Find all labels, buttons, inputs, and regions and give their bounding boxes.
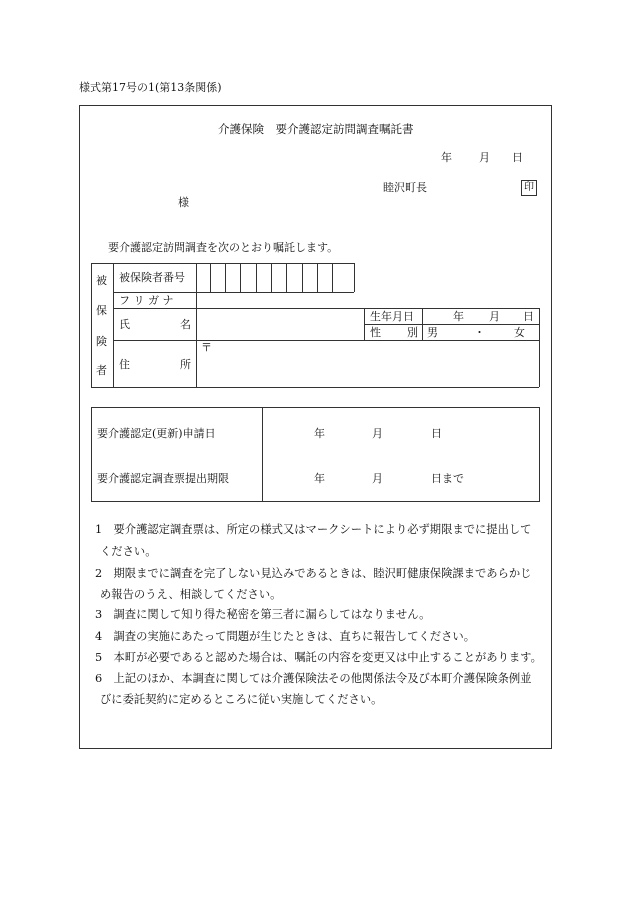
- deadline-year: 年: [314, 472, 325, 485]
- application-day: 日: [431, 427, 442, 440]
- deadline-label: 要介護認定調査票提出期限: [97, 472, 229, 485]
- birth-day: 日: [523, 310, 534, 323]
- date-day: 日: [512, 151, 523, 164]
- form-title: 介護保険 要介護認定訪問調査嘱託書: [218, 122, 414, 136]
- sex-female: 女: [514, 326, 525, 339]
- addressee-suffix: 様: [178, 196, 189, 209]
- birth-month: 月: [489, 310, 500, 323]
- intro-text: 要介護認定訪問調査を次のとおり嘱託します。: [108, 241, 339, 254]
- deadline-month: 月: [372, 472, 383, 485]
- note-line: びに委託契約に定めるところに従い実施してください。: [100, 693, 383, 706]
- note-line: 2 期限までに調査を完了しない見込みであるときは、睦沢町健康保険課まであらかじ: [95, 567, 532, 580]
- sex-label-1: 性: [370, 326, 381, 339]
- note-line: 3 調査に関して知り得た秘密を第三者に漏らしてはなりません。: [95, 608, 431, 621]
- sex-separator: ・: [474, 326, 485, 339]
- note-line: 5 本町が必要であると認めた場合は、嘱託の内容を変更又は中止することがあります。: [95, 651, 542, 664]
- note-line: 4 調査の実施にあたって問題が生じたときは、直ちに報告してください。: [95, 630, 475, 643]
- application-date-label: 要介護認定(更新)申請日: [97, 427, 216, 440]
- note-line: 1 要介護認定調査票は、所定の様式又はマークシートにより必ず期限までに提出して: [95, 523, 532, 536]
- application-month: 月: [372, 427, 383, 440]
- seal-mark: 印: [521, 180, 537, 196]
- form-number: 様式第17号の1(第13条関係): [79, 81, 222, 94]
- sex-label-2: 別: [407, 326, 418, 339]
- side-label-2: 保: [96, 304, 107, 317]
- side-label-3: 険: [96, 335, 107, 348]
- note-line: め報告のうえ、相談してください。: [100, 588, 282, 601]
- address-label-1: 住: [119, 358, 130, 371]
- note-line: 6 上記のほか、本調査に関しては介護保険法その他関係法令及び本町介護保険条例並: [95, 672, 532, 685]
- side-label-4: 者: [96, 364, 107, 377]
- note-line: ください。: [100, 545, 157, 558]
- application-year: 年: [314, 427, 325, 440]
- name-label-1: 氏: [119, 318, 130, 331]
- address-label-2: 所: [180, 358, 191, 371]
- furigana-label: フ リ ガ ナ: [119, 294, 174, 307]
- name-label-2: 名: [180, 318, 191, 331]
- issuer-name: 睦沢町長: [383, 181, 427, 194]
- deadline-day: 日まで: [431, 472, 464, 485]
- date-year: 年: [441, 151, 452, 164]
- sex-male: 男: [427, 326, 438, 339]
- number-label: 被保険者番号: [119, 271, 185, 284]
- birth-label: 生年月日: [370, 310, 414, 323]
- birth-year: 年: [453, 310, 464, 323]
- date-month: 月: [479, 151, 490, 164]
- postal-mark: 〒: [201, 341, 212, 354]
- side-label-1: 被: [96, 274, 107, 287]
